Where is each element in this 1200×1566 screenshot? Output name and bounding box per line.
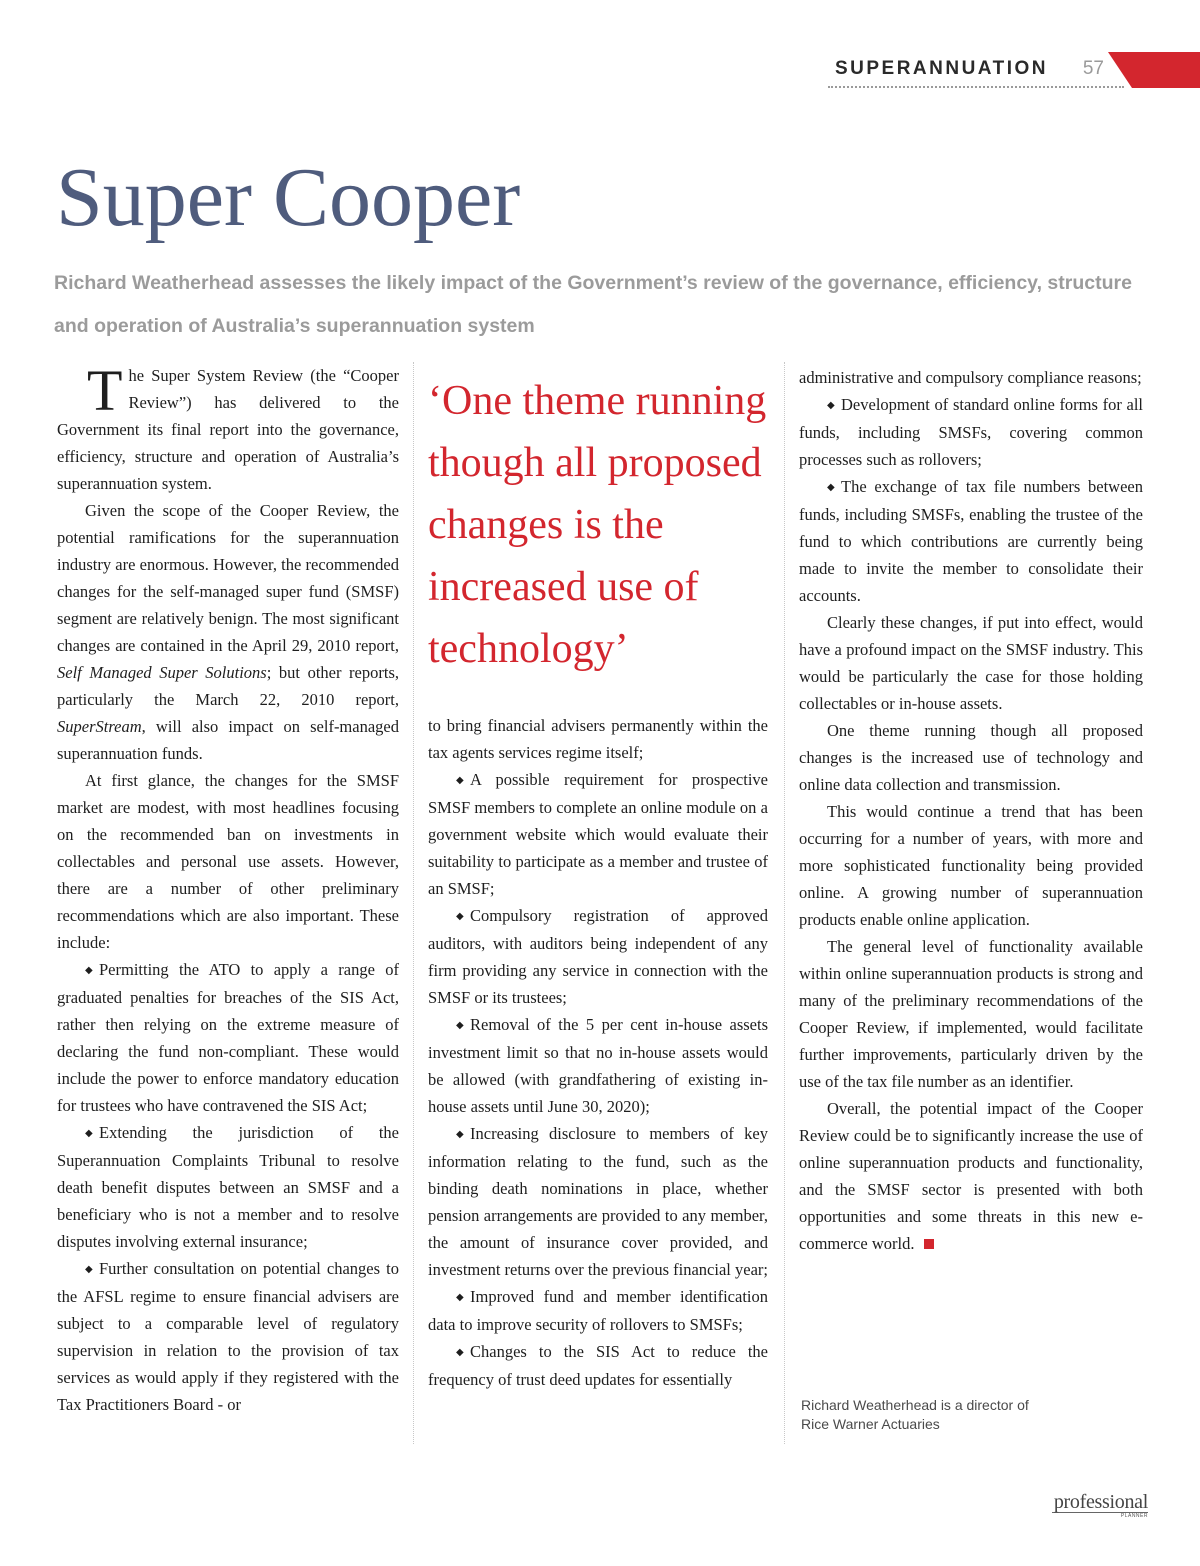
bullet-item [57,956,399,1119]
article-standfirst: Richard Weatherhead assesses the likely impact of the Government’s review of the governance, efficiency, structure and operation of Australia’s superannuation system [54,272,1132,337]
page-number: 57 [1082,58,1104,79]
header-dotted-rule [828,86,1124,88]
bullet-item [57,1119,399,1255]
pull-quote: ‘One theme running though all proposed changes is the increased use of technology’ [428,378,767,672]
paragraph: At first glance, the changes for the SMSF market are modest, with most headlines focusing on the recommended ban on investments in collectables and personal use assets. However, there are a number of other preliminary recommendations which are also important. These include: [57,771,399,952]
paragraph: to bring financial advisers permanently within the tax agents services regime itself; [428,716,768,762]
paragraph: administrative and compulsory compliance reasons; [799,368,1142,387]
paragraph-text: he Super System Review (the “Cooper Review”) has delivered to the Government its final report into the governance, efficiency, structure and operation of Australia’s superannuation system. [57,366,399,493]
bullet-icon: ◆ [85,1128,93,1139]
publication-logo [1052,1492,1148,1519]
bullet-icon: ◆ [85,1264,93,1275]
bullet-text: Improved fund and member identification data to improve security of rollovers to SMSFs; [428,1287,768,1334]
bullet-icon: ◆ [456,911,464,922]
paragraph [57,497,399,767]
logo-subtitle: PLANNER [1052,1512,1148,1519]
report-title: Self Managed Super Solutions [57,663,267,682]
article-column-1 [57,358,399,1418]
paragraph-text: , will also impact on self-managed superannuation funds. [57,717,399,763]
bullet-text: A possible requirement for prospective SMSF members to complete an online module on a government website which would evaluate their suitability to participate as a member and trustee of an SMSF; [428,770,768,898]
bullet-item [428,1120,768,1283]
article-title: Super Cooper [56,151,521,244]
drop-cap: T [87,358,123,423]
bullet-item [428,1338,768,1393]
bullet-item [57,1255,399,1418]
bullet-text: Further consultation on potential changes to the AFSL regime to ensure financial advisers are subject to a comparable level of regulatory supervision in relation to the provision of tax services as would apply if they registered with the Tax Practitioners Board - or [57,1259,399,1414]
paragraph-text: Overall, the potential impact of the Cooper Review could be to significantly increase the use of online superannuation products and functionality, and the SMSF sector is presented with both opportunities and some threats in this new e-commerce world. [799,1099,1143,1253]
bullet-text: Development of standard online forms for all funds, including SMSFs, covering common processes such as rollovers; [799,395,1143,469]
bullet-icon: ◆ [827,400,835,411]
bullet-icon: ◆ [85,965,93,976]
bullet-text: Permitting the ATO to apply a range of graduated penalties for breaches of the SIS Act, rather then relying on the extreme measure of declaring the fund non-compliant. These would include the power to enforce mandatory education for trustees who have contravened the SIS Act; [57,960,399,1115]
bullet-text: Increasing disclosure to members of key information relating to the fund, such as the binding death nominations in place, whether pension arrangements are provided to any member, the amount of insurance cover provided, and investment returns over the previous financial year; [428,1124,768,1279]
paragraph-text: ; but other reports, particularly the March 22, 2010 report, [57,663,399,709]
logo-wordmark: professional [1053,1491,1148,1513]
section-label: SUPERANNUATION [834,58,1048,79]
article-column-2 [428,712,768,1393]
end-of-article-icon [924,1239,934,1249]
report-title: SuperStream [57,717,142,736]
column-divider [413,362,414,1444]
bullet-item [428,1011,768,1120]
bullet-icon: ◆ [456,1020,464,1031]
paragraph: Clearly these changes, if put into effect, would have a profound impact on the SMSF industry. This would be particularly the case for those holding collectables or in-house assets. [799,613,1143,713]
paragraph-text: Given the scope of the Cooper Review, the potential ramifications for the superannuation industry are enormous. However, the recommended changes for the self-managed super fund (SMSF) segment are relatively benign. The most significant changes are contained in the April 29, 2010 report, [57,501,399,655]
bullet-text: Removal of the 5 per cent in-house assets investment limit so that no in-house assets would be allowed (with grandfathering of existing in-house assets until June 30, 2020); [428,1015,768,1116]
column-divider [784,362,785,1444]
header-red-tab [1108,52,1200,88]
paragraph: This would continue a trend that has been occurring for a number of years, with more and more sophisticated functionality being provided online. A growing number of superannuation products enable online application. [799,802,1143,929]
bullet-icon: ◆ [456,775,464,786]
paragraph [799,1095,1143,1257]
paragraph [57,358,399,497]
author-bio-line: Rice Warner Actuaries [801,1416,940,1432]
bullet-icon: ◆ [456,1129,464,1140]
bullet-item [428,1283,768,1338]
bullet-item [799,473,1143,609]
article-column-3 [799,364,1143,1257]
author-bio-line: Richard Weatherhead is a director of [801,1397,1029,1413]
bullet-item [428,902,768,1011]
bullet-icon: ◆ [456,1347,464,1358]
bullet-text: Compulsory registration of approved auditors, with auditors being independent of any firm providing any service in connection with the SMSF or its trustees; [428,906,768,1007]
paragraph: One theme running though all proposed changes is the increased use of technology and online data collection and transmission. [799,721,1143,794]
paragraph: The general level of functionality available within online superannuation products is strong and many of the preliminary recommendations of the Cooper Review, if implemented, would facilitate further improvements, particularly driven by the use of the tax file number as an identifier. [799,937,1143,1091]
bullet-item [799,391,1143,473]
bullet-icon: ◆ [827,482,835,493]
bullet-item [428,766,768,902]
bullet-icon: ◆ [456,1292,464,1303]
author-bio [801,1396,1029,1434]
bullet-text: Changes to the SIS Act to reduce the frequency of trust deed updates for essentially [428,1342,768,1389]
bullet-text: The exchange of tax file numbers between funds, including SMSFs, enabling the trustee of the fund to which contributions are currently being made to invite the member to consolidate their accounts. [799,477,1143,605]
bullet-text: Extending the jurisdiction of the Superannuation Complaints Tribunal to resolve death benefit disputes between an SMSF and a beneficiary who is not a member and to resolve disputes involving external insurance; [57,1123,399,1251]
